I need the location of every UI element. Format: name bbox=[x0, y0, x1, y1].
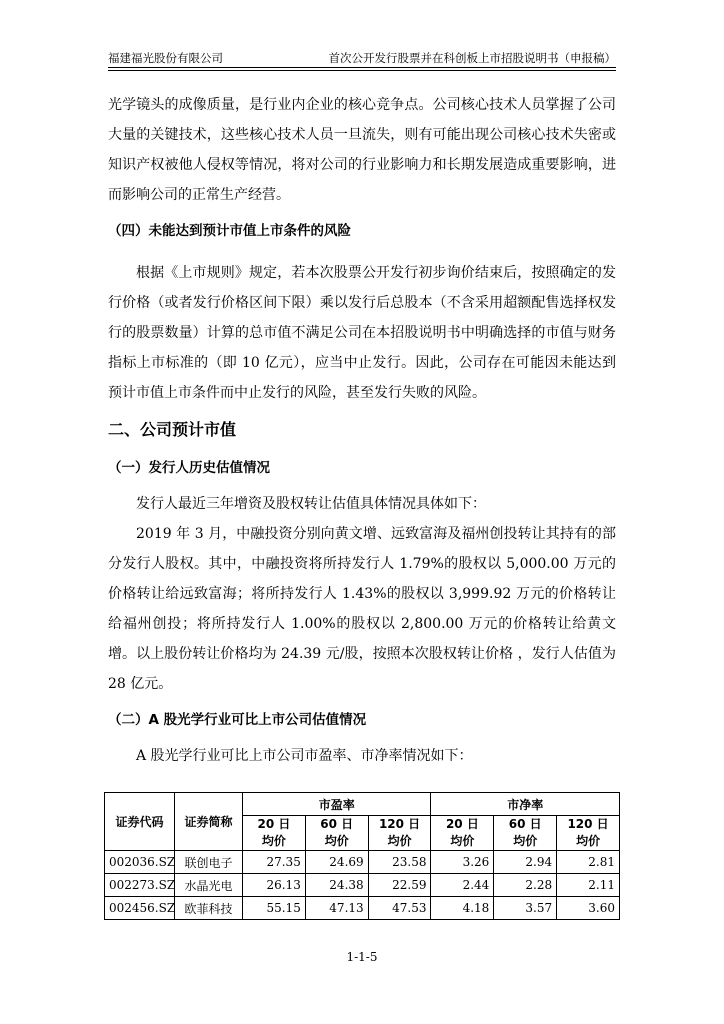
cell-pe-120: 22.59 bbox=[368, 874, 431, 897]
header-company: 福建福光股份有限公司 bbox=[108, 51, 223, 65]
cell-pb-120: 2.11 bbox=[557, 874, 620, 897]
cell-pb-60: 3.57 bbox=[494, 897, 557, 920]
cell-pb-60: 2.94 bbox=[494, 851, 557, 874]
cell-pb-20: 4.18 bbox=[431, 897, 494, 920]
cell-pe-60: 47.13 bbox=[305, 897, 368, 920]
section-heading-expected-market-value: 二、公司预计市值 bbox=[108, 420, 237, 439]
cell-code: 002036.SZ bbox=[105, 851, 175, 874]
table-row bbox=[105, 851, 620, 874]
cell-code: 002456.SZ bbox=[105, 897, 175, 920]
cell-pb-120: 2.81 bbox=[557, 851, 620, 874]
page-number: 1-1-5 bbox=[346, 950, 378, 964]
page-header bbox=[108, 50, 616, 68]
paragraph-peer-intro: A 股光学行业可比上市公司市盈率、市净率情况如下： bbox=[136, 748, 473, 764]
cell-pb-60: 2.28 bbox=[494, 874, 557, 897]
cell-pb-20: 2.44 bbox=[431, 874, 494, 897]
header-rule-thin bbox=[108, 70, 616, 71]
peer-valuation-table-wrap bbox=[104, 792, 620, 920]
page-footer bbox=[0, 950, 724, 964]
table-row bbox=[105, 874, 620, 897]
cell-pe-120: 47.53 bbox=[368, 897, 431, 920]
cell-pb-20: 3.26 bbox=[431, 851, 494, 874]
cell-name: 水晶光电 bbox=[175, 874, 243, 897]
subsection-heading-historical-valuation: （一）发行人历史估值情况 bbox=[108, 460, 270, 476]
cell-pe-60: 24.38 bbox=[305, 874, 368, 897]
header-doc-title: 首次公开发行股票并在科创板上市招股说明书（申报稿） bbox=[328, 51, 616, 65]
cell-pe-20: 55.15 bbox=[243, 897, 306, 920]
table-row bbox=[105, 897, 620, 920]
sub-header-cell: 20 日 均价 bbox=[431, 816, 494, 851]
cell-name: 欧菲科技 bbox=[175, 897, 243, 920]
cell-pe-60: 24.69 bbox=[305, 851, 368, 874]
peer-valuation-table bbox=[104, 792, 620, 920]
cell-pe-20: 27.35 bbox=[243, 851, 306, 874]
page-content bbox=[108, 90, 616, 771]
paragraph-listing-rules: 根据《上市规则》规定，若本次股票公开发行初步询价结束后，按照确定的发行价格（或者发行价格区间下限）乘以发行后总股本（不含采用超额配售选择权发行的股票数量）计算的总市值不满足公司在本招股说明书中明确选择的市值与财务指标上市标准的（即 10 亿元），应当中止发行。因此，公司存在可能因未能达到预计市值上市条件而中止发行的风险，甚至发行失败的风险。 bbox=[108, 265, 616, 401]
cell-code: 002273.SZ bbox=[105, 874, 175, 897]
cell-name: 联创电子 bbox=[175, 851, 243, 874]
table-body bbox=[105, 851, 620, 920]
paragraph-core-tech-risk: 光学镜头的成像质量，是行业内企业的核心竞争点。公司核心技术人员掌握了公司大量的关键技术，这些核心技术人员一旦流失，则有可能出现公司核心技术失密或知识产权被他人侵权等情况，将对公司的行业影响力和长期发展造成重要影响，进而影响公司的正常生产经营。 bbox=[108, 97, 616, 203]
cell-pe-20: 26.13 bbox=[243, 874, 306, 897]
paragraph-valuation-intro: 发行人最近三年增资及股权转让估值具体情况具体如下： bbox=[136, 496, 486, 512]
sub-header-cell: 120 日 均价 bbox=[368, 816, 431, 851]
cell-pb-120: 3.60 bbox=[557, 897, 620, 920]
cell-pe-120: 23.58 bbox=[368, 851, 431, 874]
header-rule-thick bbox=[108, 67, 616, 68]
sub-header-cell: 60 日 均价 bbox=[305, 816, 368, 851]
section-heading-market-value-risk: （四）未能达到预计市值上市条件的风险 bbox=[108, 223, 351, 239]
header-securities-code: 证券代码 bbox=[105, 793, 175, 851]
subsection-heading-peer-valuation: （二）A 股光学行业可比上市公司估值情况 bbox=[108, 712, 367, 728]
sub-header-cell: 120 日 均价 bbox=[557, 816, 620, 851]
paragraph-share-transfer: 2019 年 3 月，中融投资分别向黄文增、远致富海及福州创投转让其持有的部分发行人股权。其中，中融投资将所持发行人 1.79%的股权以 5,000.00 万元的价格转让给远致富海；将所持发行人 1.43%的股权以 3,999.92 万元的价格转让给福州创投；将所持发行人 1.00%的股权以 2,800.00 万元的价格转让给黄文增。以上股份转让价格均为 24.39 元/股，按照本次股权转让价格 ，发行人估值为 28 亿元。 bbox=[108, 526, 616, 692]
header-securities-name: 证券简称 bbox=[175, 793, 243, 851]
header-group-pe: 市盈率 bbox=[243, 793, 431, 816]
header-group-pb: 市净率 bbox=[431, 793, 620, 816]
sub-header-cell: 20 日 均价 bbox=[243, 816, 306, 851]
sub-header-cell: 60 日 均价 bbox=[494, 816, 557, 851]
